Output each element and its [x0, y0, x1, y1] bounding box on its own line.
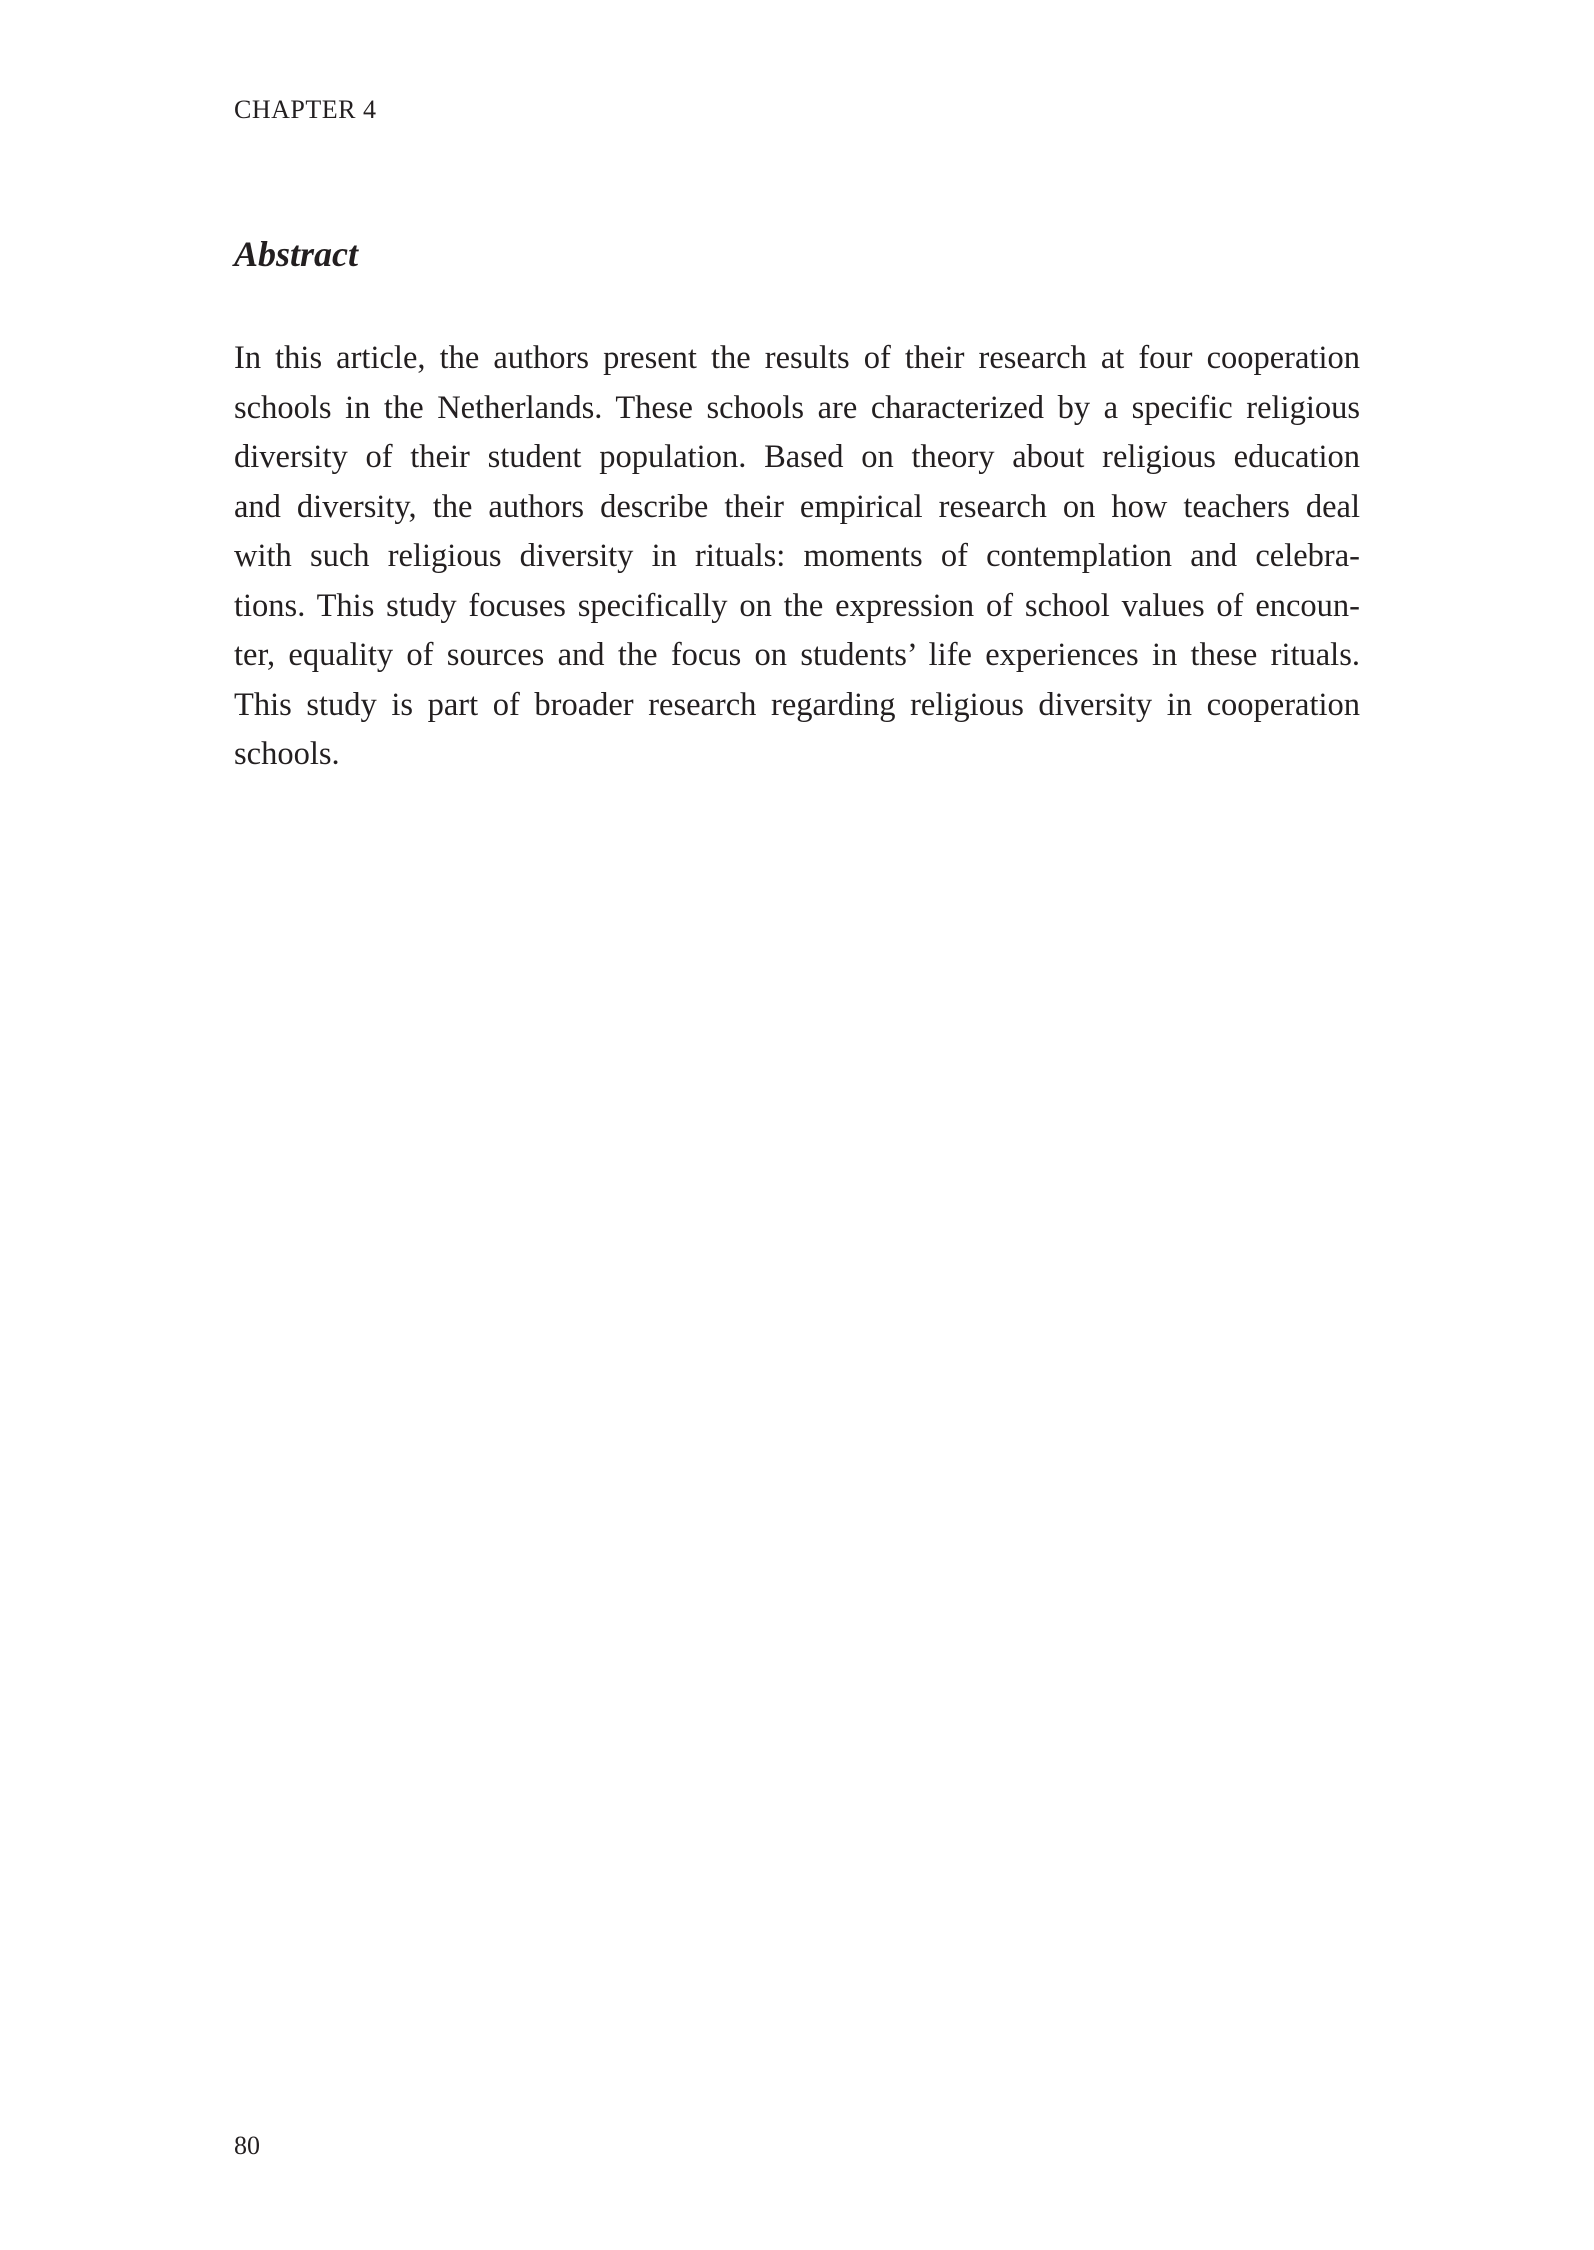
abstract-line: and diversity, the authors describe their empirical research on how teachers deal	[234, 488, 1360, 525]
abstract-line: In this article, the authors present the results of their research at four cooperation	[234, 340, 1360, 376]
section-title: Abstract	[234, 234, 359, 274]
running-head: CHAPTER 4	[234, 95, 377, 124]
abstract-line: tions. This study focuses specifically on the expression of school values of encoun-	[234, 587, 1360, 624]
abstract-line: ter, equality of sources and the focus on students’ life experiences in these rituals.	[234, 637, 1360, 673]
page-number: 80	[234, 2131, 260, 2160]
abstract-line: This study is part of broader research regarding religious diversity in cooperation	[234, 686, 1360, 723]
abstract-paragraph	[234, 334, 1360, 780]
abstract-line: schools in the Netherlands. These schools are characterized by a specific religious	[234, 389, 1360, 426]
abstract-line: with such religious diversity in rituals: moments of contemplation and celebra-	[234, 538, 1360, 574]
abstract-line: diversity of their student population. Based on theory about religious education	[234, 439, 1360, 475]
abstract-line: schools.	[234, 736, 340, 772]
